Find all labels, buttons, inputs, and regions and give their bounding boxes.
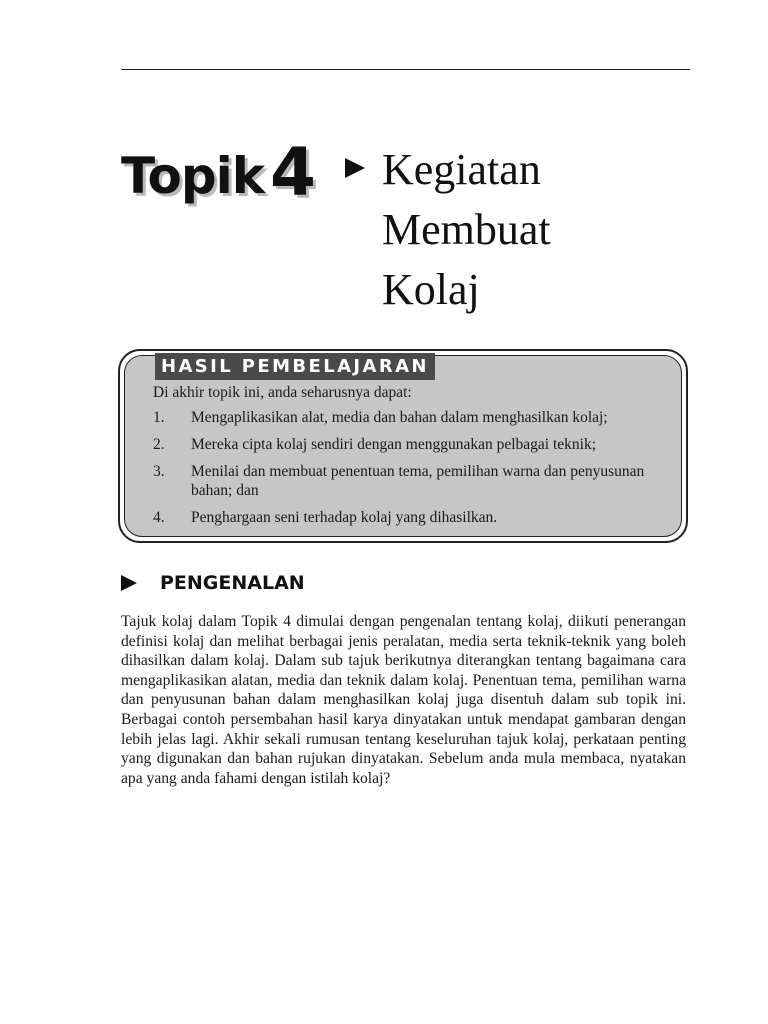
- item-text: Menilai dan membuat penentuan tema, pemilihan warna dan penyusunan bahan; dan: [191, 463, 645, 499]
- topic-title-line: Membuat: [382, 205, 551, 254]
- item-number: 2.: [153, 436, 165, 453]
- topic-number: 4: [270, 134, 315, 211]
- topic-label: [121, 134, 315, 211]
- learning-outcomes-heading: HASIL PEMBELAJARAN: [155, 353, 435, 380]
- introduction-paragraph: Tajuk kolaj dalam Topik 4 dimulai dengan pengenalan tentang kolaj, diikuti penerangan definisi kolaj dan melihat berbagai jenis peralatan, media serta teknik-teknik yang boleh dihasilkan dalam kolaj. Dalam sub tajuk berikutnya diterangkan tentang bagaimana cara mengaplikasikan alatan, media dan teknik dalam kolaj. Penentuan tema, pemilihan warna dan penyusunan bahan dalam menghasilkan kolaj juga disentuh dalam sub topik ini. Berbagai contoh persembahan hasil karya dinyatakan untuk mendapat gambaran dengan lebih jelas lagi. Akhir sekali rumusan tentang keseluruhan tajuk kolaj, perkataan penting yang digunakan dan bahan rujukan dinyatakan. Sebelum anda mula membaca, nyatakan apa yang anda fahami dengan istilah kolaj?: [121, 613, 686, 787]
- item-text: Mereka cipta kolaj sendiri dengan menggunakan pelbagai teknik;: [191, 436, 597, 453]
- item-number: 1.: [153, 409, 165, 426]
- learning-outcomes-intro: Di akhir topik ini, anda seharusnya dapat:: [153, 384, 412, 401]
- section-bullet-icon: [121, 575, 137, 591]
- topic-title: [382, 140, 551, 320]
- list-item: [153, 408, 673, 427]
- item-number: 3.: [153, 463, 165, 480]
- topic-word: Topik: [121, 147, 264, 205]
- item-text: Penghargaan seni terhadap kolaj yang dihasilkan.: [191, 509, 498, 526]
- topic-title-line: Kegiatan: [382, 145, 541, 194]
- section-heading: PENGENALAN: [160, 572, 305, 594]
- list-item: [153, 435, 673, 454]
- list-item: [153, 462, 673, 500]
- learning-outcomes-list: [153, 408, 673, 535]
- item-text: Mengaplikasikan alat, media dan bahan dalam menghasilkan kolaj;: [191, 409, 608, 426]
- play-arrow-icon: [345, 158, 365, 178]
- list-item: [153, 508, 673, 527]
- topic-title-line: Kolaj: [382, 265, 480, 314]
- header-rule: [121, 69, 690, 70]
- item-number: 4.: [153, 509, 165, 526]
